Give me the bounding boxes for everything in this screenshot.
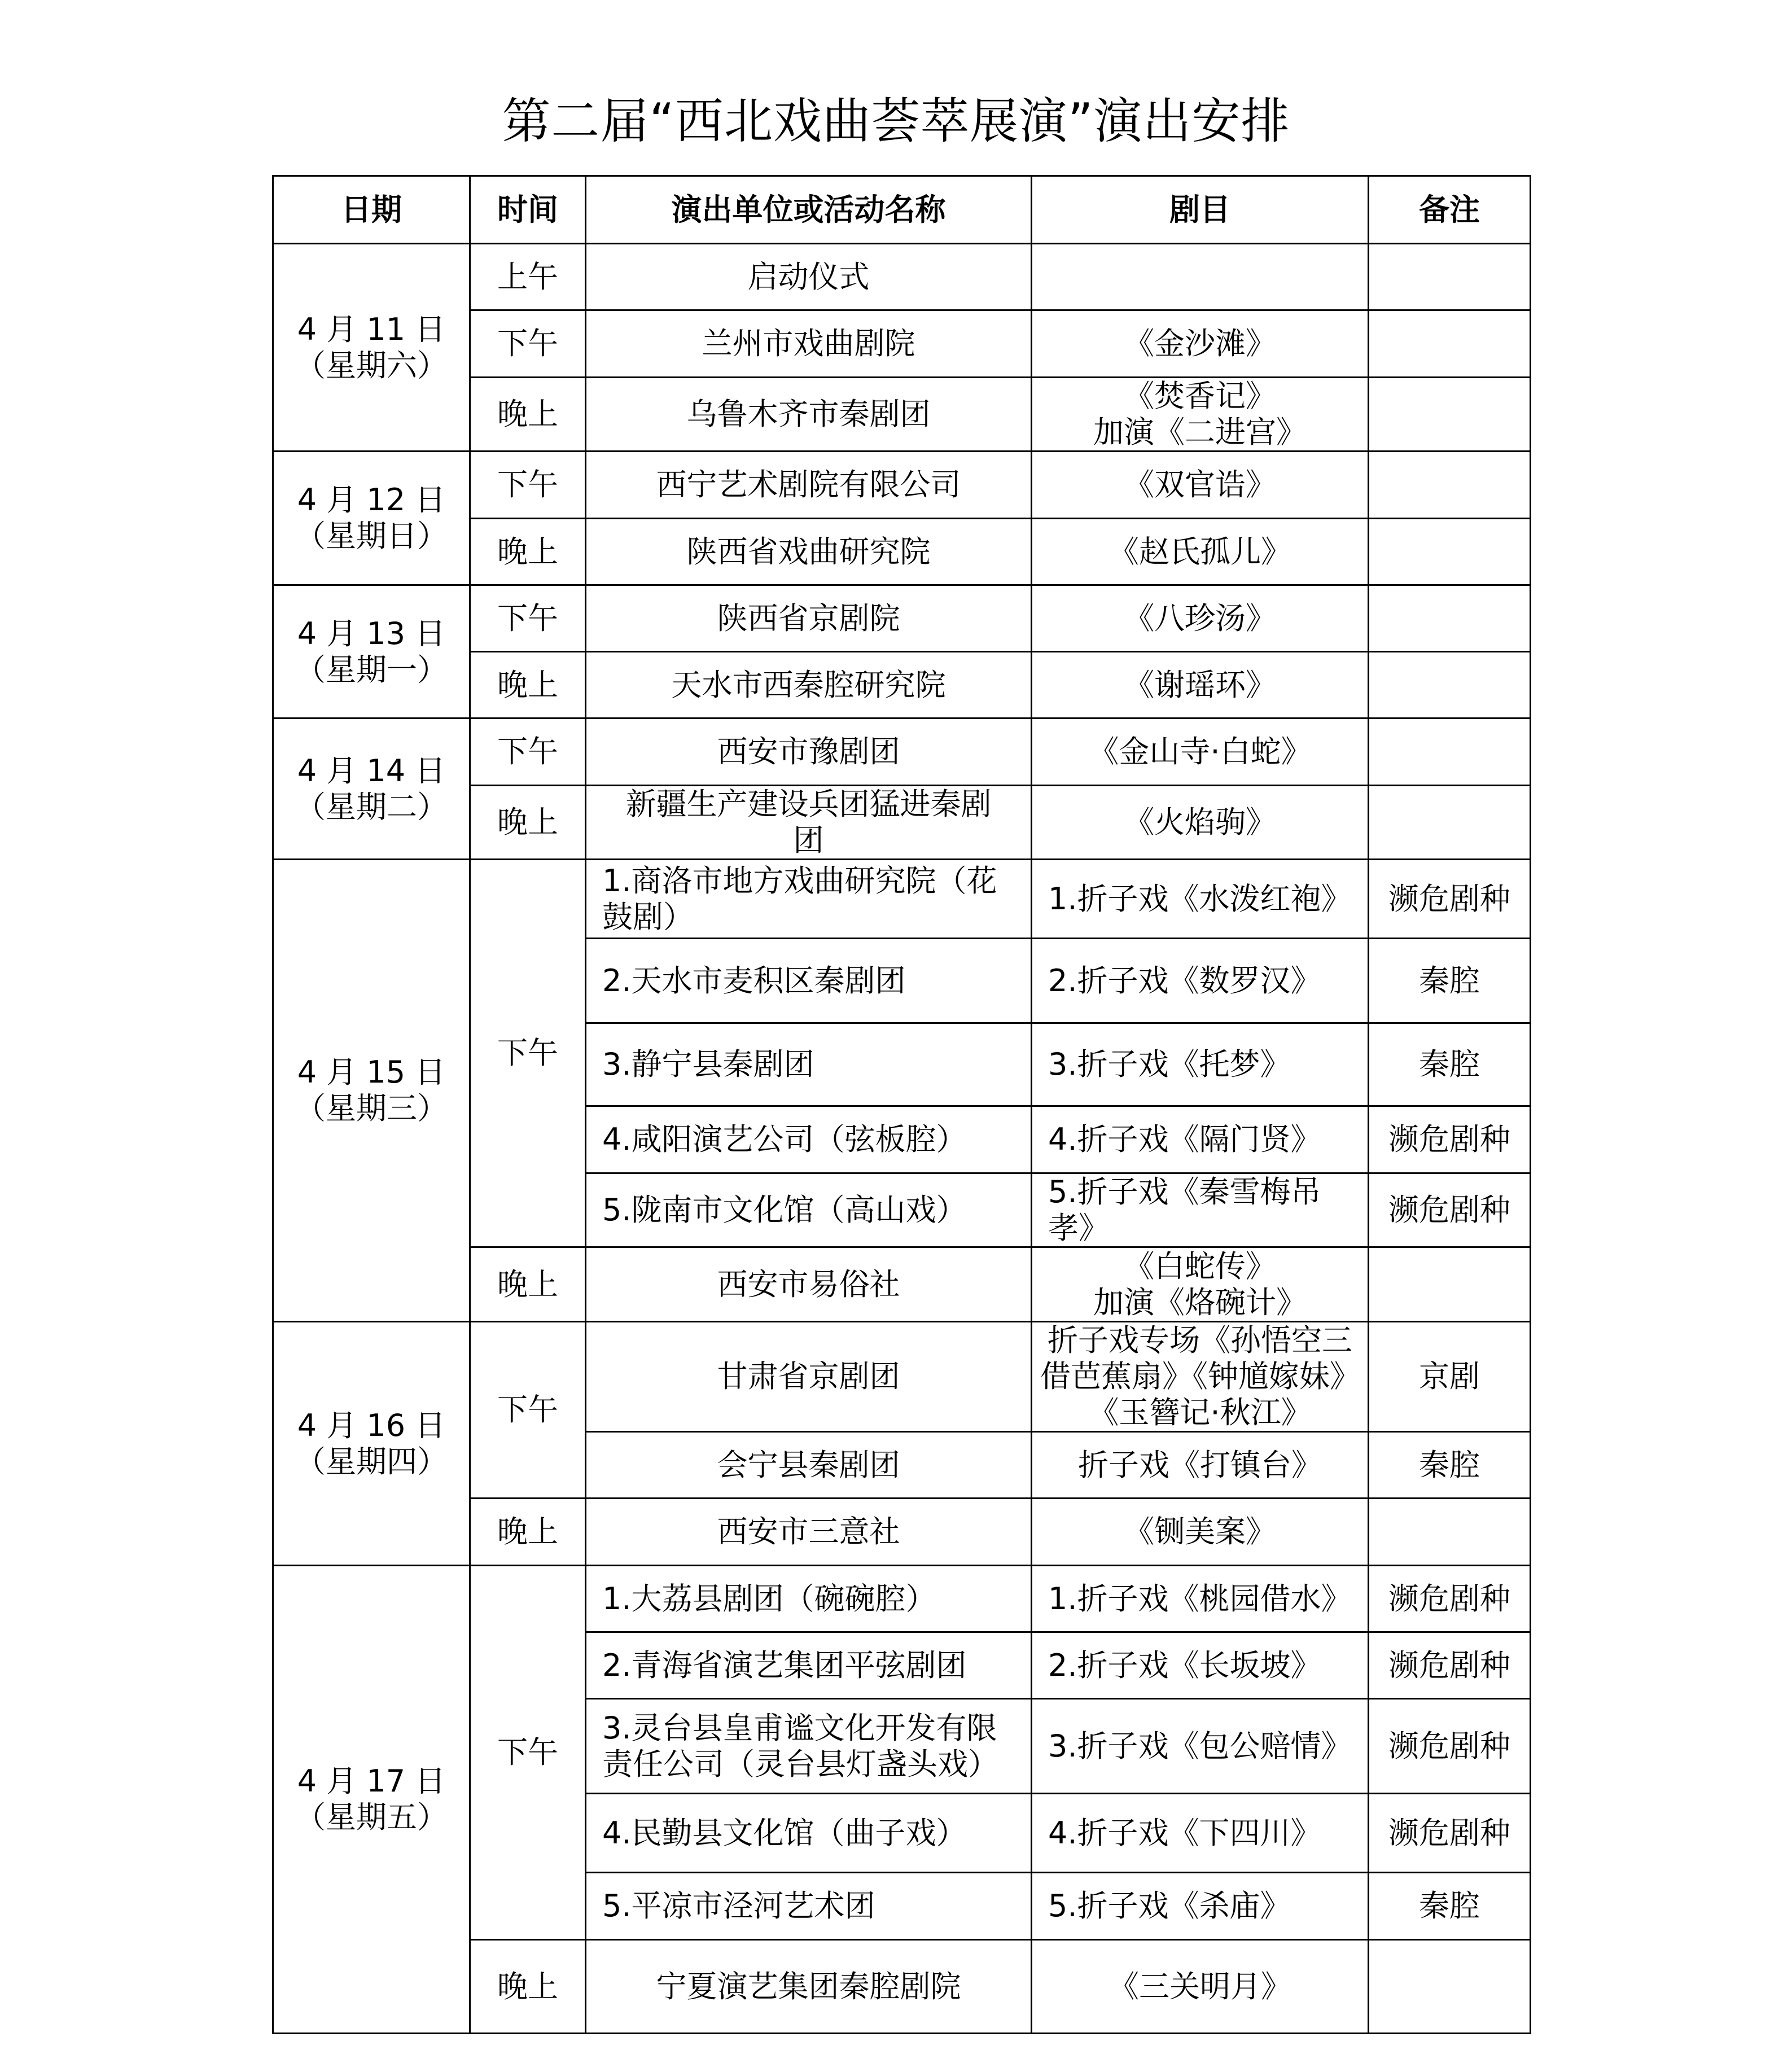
- time-cell: 晚上: [470, 652, 586, 719]
- program-cell: 折子戏专场《孙悟空三 借芭蕉扇》《钟馗嫁妹》 《玉簪记·秋江》: [1032, 1322, 1369, 1432]
- program-cell: 《白蛇传》 加演《烙碗计》: [1032, 1247, 1369, 1322]
- unit-cell: 西安市三意社: [586, 1499, 1032, 1566]
- unit-cell: 新疆生产建设兵团猛进秦剧 团: [586, 786, 1032, 860]
- program-cell: 1.折子戏《水泼红袍》: [1032, 860, 1369, 939]
- date-cell: 4 月 16 日 （星期四）: [273, 1322, 470, 1566]
- unit-cell: 4.咸阳演艺公司（弦板腔）: [586, 1106, 1032, 1173]
- note-cell: 濒危剧种: [1369, 860, 1531, 939]
- program-cell: 4.折子戏《下四川》: [1032, 1794, 1369, 1873]
- note-cell: [1369, 1499, 1531, 1566]
- unit-cell: 西宁艺术剧院有限公司: [586, 452, 1032, 519]
- note-cell: 秦腔: [1369, 1873, 1531, 1940]
- note-cell: [1369, 519, 1531, 585]
- note-cell: [1369, 378, 1531, 452]
- note-cell: 濒危剧种: [1369, 1794, 1531, 1873]
- date-cell: 4 月 12 日 （星期日）: [273, 452, 470, 585]
- time-cell: 上午: [470, 244, 586, 310]
- program-cell: 《铡美案》: [1032, 1499, 1369, 1566]
- note-cell: 濒危剧种: [1369, 1699, 1531, 1794]
- table-row: [273, 244, 1531, 310]
- header-note: 备注: [1369, 176, 1531, 244]
- time-cell: 晚上: [470, 519, 586, 585]
- program-cell: 3.折子戏《托梦》: [1032, 1023, 1369, 1106]
- page-title: 第二届“西北戏曲荟萃展演”演出安排: [502, 93, 1290, 150]
- unit-cell: 3.灵台县皇甫谧文化开发有限 责任公司（灵台县灯盏头戏）: [586, 1699, 1032, 1794]
- program-cell: 《火焰驹》: [1032, 786, 1369, 860]
- table-row: [273, 452, 1531, 519]
- table-row: [273, 719, 1531, 786]
- program-cell: 《谢瑶环》: [1032, 652, 1369, 719]
- date-cell: 4 月 15 日 （星期三）: [273, 860, 470, 1322]
- note-cell: 秦腔: [1369, 1023, 1531, 1106]
- note-cell: [1369, 719, 1531, 786]
- program-cell: 4.折子戏《隔门贤》: [1032, 1106, 1369, 1173]
- time-cell: 晚上: [470, 1499, 586, 1566]
- note-cell: 濒危剧种: [1369, 1566, 1531, 1632]
- unit-cell: 1.商洛市地方戏曲研究院（花 鼓剧）: [586, 860, 1032, 939]
- program-cell: 《金沙滩》: [1032, 310, 1369, 378]
- program-cell: 3.折子戏《包公赔情》: [1032, 1699, 1369, 1794]
- program-cell: 2.折子戏《长坂坡》: [1032, 1632, 1369, 1699]
- unit-cell: 会宁县秦剧团: [586, 1432, 1032, 1499]
- schedule-table: [272, 175, 1531, 2034]
- time-cell: 下午: [470, 310, 586, 378]
- date-cell: 4 月 14 日 （星期二）: [273, 719, 470, 860]
- unit-cell: 乌鲁木齐市秦剧团: [586, 378, 1032, 452]
- note-cell: [1369, 452, 1531, 519]
- unit-cell: 2.天水市麦积区秦剧团: [586, 939, 1032, 1023]
- note-cell: [1369, 310, 1531, 378]
- time-cell: 下午: [470, 1566, 586, 1940]
- unit-cell: 西安市豫剧团: [586, 719, 1032, 786]
- note-cell: 濒危剧种: [1369, 1173, 1531, 1247]
- program-cell: 5.折子戏《杀庙》: [1032, 1873, 1369, 1940]
- header-date: 日期: [273, 176, 470, 244]
- note-cell: 秦腔: [1369, 1432, 1531, 1499]
- program-cell: 《金山寺·白蛇》: [1032, 719, 1369, 786]
- note-cell: [1369, 585, 1531, 652]
- program-cell: 《赵氏孤儿》: [1032, 519, 1369, 585]
- program-cell: 《双官诰》: [1032, 452, 1369, 519]
- note-cell: 濒危剧种: [1369, 1106, 1531, 1173]
- unit-cell: 天水市西秦腔研究院: [586, 652, 1032, 719]
- time-cell: 下午: [470, 719, 586, 786]
- header-program: 剧目: [1032, 176, 1369, 244]
- date-cell: 4 月 11 日 （星期六）: [273, 244, 470, 452]
- program-cell: 《八珍汤》: [1032, 585, 1369, 652]
- program-cell: 折子戏《打镇台》: [1032, 1432, 1369, 1499]
- note-cell: [1369, 244, 1531, 310]
- program-cell: 5.折子戏《秦雪梅吊 孝》: [1032, 1173, 1369, 1247]
- program-cell: 《焚香记》 加演《二进宫》: [1032, 378, 1369, 452]
- program-cell: [1032, 244, 1369, 310]
- time-cell: 晚上: [470, 786, 586, 860]
- time-cell: 下午: [470, 585, 586, 652]
- note-cell: 京剧: [1369, 1322, 1531, 1432]
- unit-cell: 陕西省京剧院: [586, 585, 1032, 652]
- unit-cell: 甘肃省京剧团: [586, 1322, 1032, 1432]
- date-cell: 4 月 13 日 （星期一）: [273, 585, 470, 719]
- note-cell: [1369, 1940, 1531, 2034]
- unit-cell: 宁夏演艺集团秦腔剧院: [586, 1940, 1032, 2034]
- note-cell: [1369, 786, 1531, 860]
- unit-cell: 3.静宁县秦剧团: [586, 1023, 1032, 1106]
- header-row: [273, 176, 1531, 244]
- header-unit: 演出单位或活动名称: [586, 176, 1032, 244]
- unit-cell: 启动仪式: [586, 244, 1032, 310]
- time-cell: 下午: [470, 1322, 586, 1499]
- note-cell: [1369, 1247, 1531, 1322]
- program-cell: 2.折子戏《数罗汉》: [1032, 939, 1369, 1023]
- time-cell: 晚上: [470, 1247, 586, 1322]
- note-cell: 秦腔: [1369, 939, 1531, 1023]
- table-row: [273, 585, 1531, 652]
- unit-cell: 1.大荔县剧团（碗碗腔）: [586, 1566, 1032, 1632]
- time-cell: 下午: [470, 452, 586, 519]
- date-cell: 4 月 17 日 （星期五）: [273, 1566, 470, 2034]
- unit-cell: 4.民勤县文化馆（曲子戏）: [586, 1794, 1032, 1873]
- note-cell: 濒危剧种: [1369, 1632, 1531, 1699]
- time-cell: 晚上: [470, 1940, 586, 2034]
- unit-cell: 西安市易俗社: [586, 1247, 1032, 1322]
- unit-cell: 陕西省戏曲研究院: [586, 519, 1032, 585]
- table-row: [273, 1322, 1531, 1432]
- unit-cell: 2.青海省演艺集团平弦剧团: [586, 1632, 1032, 1699]
- header-time: 时间: [470, 176, 586, 244]
- time-cell: 下午: [470, 860, 586, 1247]
- unit-cell: 兰州市戏曲剧院: [586, 310, 1032, 378]
- program-cell: 1.折子戏《桃园借水》: [1032, 1566, 1369, 1632]
- note-cell: [1369, 652, 1531, 719]
- time-cell: 晚上: [470, 378, 586, 452]
- table-row: [273, 1566, 1531, 1632]
- program-cell: 《三关明月》: [1032, 1940, 1369, 2034]
- unit-cell: 5.平凉市泾河艺术团: [586, 1873, 1032, 1940]
- unit-cell: 5.陇南市文化馆（高山戏）: [586, 1173, 1032, 1247]
- table-row: [273, 860, 1531, 939]
